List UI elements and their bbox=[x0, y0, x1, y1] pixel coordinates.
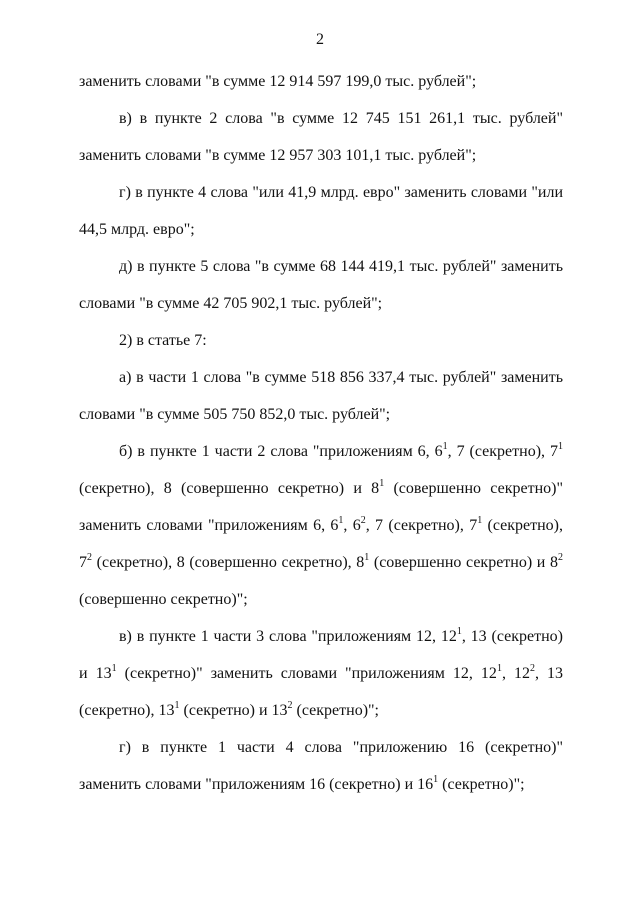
text-run: г) в пункте 1 части 4 слова "приложению 16 (секретно)" заменить словами "приложениям 16 (секретно) и 16 bbox=[79, 739, 563, 793]
text-run: 2) в статье 7: bbox=[119, 332, 207, 349]
text-run: , 7 (секретно), 7 bbox=[447, 443, 559, 460]
text-run: (секретно) и 13 bbox=[179, 702, 288, 719]
superscript-index: 1 bbox=[379, 478, 385, 489]
text-run: заменить словами "в сумме 12 914 597 199,0 тыс. рублей"; bbox=[79, 73, 477, 90]
text-run: (секретно), 8 (совершенно секретно), 8 bbox=[92, 554, 365, 571]
text-run: а) в части 1 слова "в сумме 518 856 337,4 тыс. рублей" заменить словами "в сумме 505 750 852,0 тыс. рублей"; bbox=[79, 369, 563, 423]
text-run: , 13 (секретно) и 13 bbox=[79, 628, 563, 682]
superscript-index: 2 bbox=[87, 552, 92, 563]
superscript-index: 2 bbox=[287, 700, 293, 711]
paragraph bbox=[79, 100, 563, 174]
superscript-index: 1 bbox=[456, 626, 462, 637]
paragraph bbox=[79, 63, 563, 100]
text-run: д) в пункте 5 слова "в сумме 68 144 419,1 тыс. рублей" заменить словами "в сумме 42 705 902,1 тыс. рублей"; bbox=[79, 258, 563, 312]
text-run: (совершенно секретно)"; bbox=[79, 591, 248, 608]
text-run: в) в пункте 2 слова "в сумме 12 745 151 261,1 тыс. рублей" заменить словами "в сумме 12 957 303 101,1 тыс. рублей"; bbox=[79, 110, 563, 164]
superscript-index: 1 bbox=[338, 515, 344, 526]
paragraph bbox=[79, 729, 563, 803]
superscript-index: 1 bbox=[111, 663, 117, 674]
text-run: , 13 (секретно), 13 bbox=[79, 665, 564, 719]
superscript-index: 1 bbox=[496, 663, 502, 674]
paragraph bbox=[79, 174, 563, 248]
text-run: б) в пункте 1 части 2 слова "приложениям 6, 6 bbox=[119, 443, 443, 460]
superscript-index: 2 bbox=[360, 515, 366, 526]
page-number: 2 bbox=[316, 31, 324, 48]
text-run: (совершенно секретно)" заменить словами "приложениям 6, 6 bbox=[79, 480, 563, 534]
paragraph bbox=[79, 322, 563, 359]
text-run: (секретно)"; bbox=[292, 702, 379, 719]
text-run: (секретно), 7 bbox=[79, 517, 563, 571]
text-run: г) в пункте 4 слова "или 41,9 млрд. евро" заменить словами "или 44,5 млрд. евро"; bbox=[79, 184, 563, 238]
paragraph bbox=[79, 618, 563, 729]
text-run: , 7 (секретно), 7 bbox=[365, 517, 478, 534]
superscript-index: 1 bbox=[364, 552, 370, 563]
superscript-index: 2 bbox=[558, 552, 563, 563]
text-run: , 12 bbox=[501, 665, 530, 682]
text-run: (секретно)"; bbox=[438, 776, 525, 793]
superscript-index: 1 bbox=[442, 441, 448, 452]
superscript-index: 1 bbox=[174, 700, 180, 711]
superscript-index: 1 bbox=[477, 515, 483, 526]
text-run: , 6 bbox=[343, 517, 361, 534]
superscript-index: 1 bbox=[558, 441, 564, 452]
paragraph bbox=[79, 433, 563, 618]
superscript-index: 2 bbox=[529, 663, 535, 674]
superscript-index: 1 bbox=[433, 774, 439, 785]
text-run: (секретно)" заменить словами "приложениям 12, 12 bbox=[116, 665, 497, 682]
paragraph bbox=[79, 248, 563, 322]
text-run: (совершенно секретно) и 8 bbox=[369, 554, 558, 571]
document-body bbox=[79, 63, 563, 803]
paragraph bbox=[79, 359, 563, 433]
text-run: в) в пункте 1 части 3 слова "приложениям 12, 12 bbox=[119, 628, 457, 645]
text-run: (секретно), 8 (совершенно секретно) и 8 bbox=[79, 480, 380, 497]
